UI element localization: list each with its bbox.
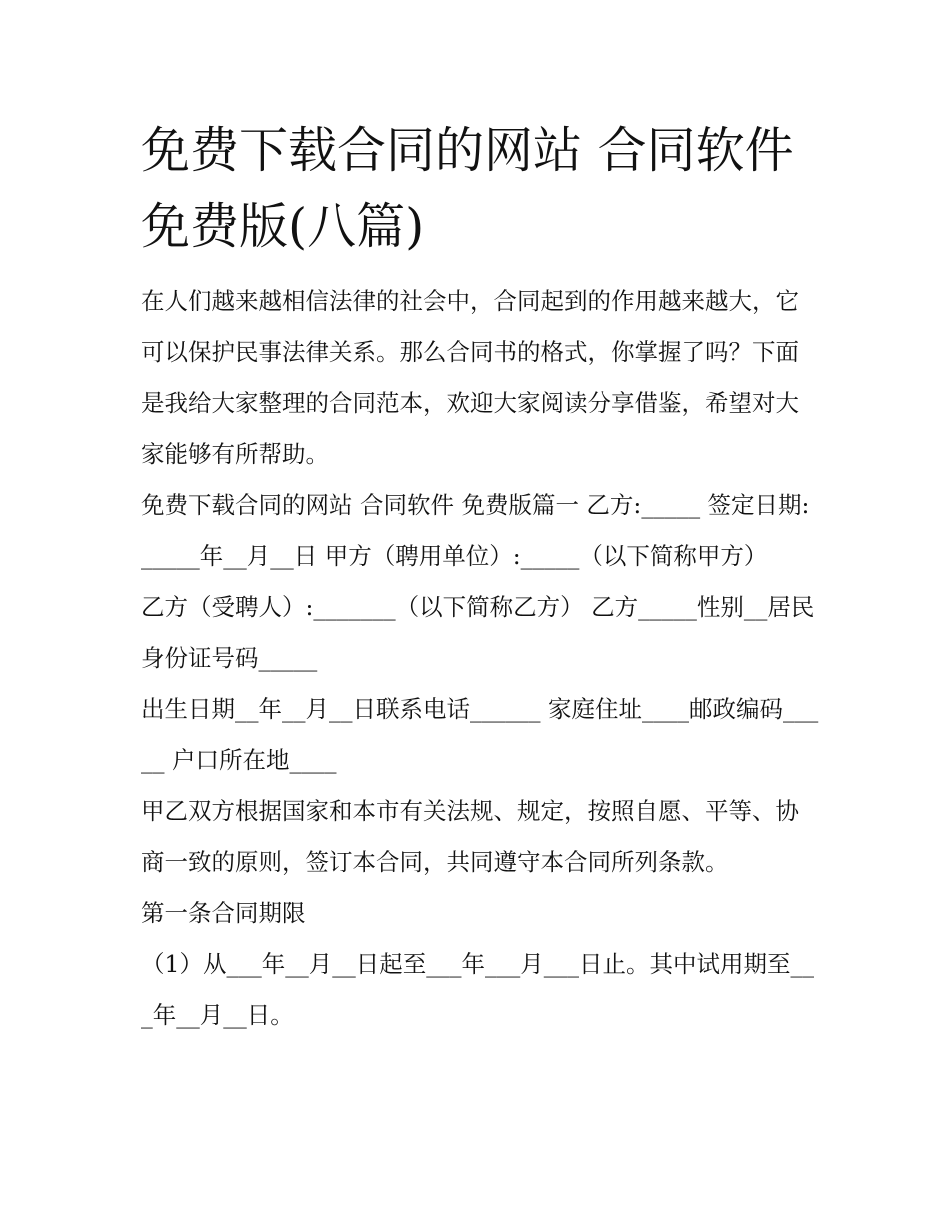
paragraph-contract-header: 免费下载合同的网站 合同软件 免费版篇一 乙方:_____ 签定日期:_____年__月__日 甲方（聘用单位）:_____（以下简称甲方） bbox=[141, 491, 810, 570]
paragraph-party-b-info: 乙方（受聘人）:_______（以下简称乙方） 乙方_____性别__居民身份证号码_____ bbox=[141, 593, 815, 672]
document-body bbox=[141, 276, 821, 1041]
paragraph-article-one-heading: 第一条合同期限 bbox=[141, 899, 306, 927]
paragraph-birth-contact: 出生日期__年__月__日联系电话______ 家庭住址____邮政编码_____ 户口所在地____ bbox=[141, 695, 819, 774]
paragraph-agreement-principle: 甲乙双方根据国家和本市有关法规、规定，按照自愿、平等、协商一致的原则，签订本合同，共同遵守本合同所列条款。 bbox=[141, 797, 799, 876]
document-title: 免费下载合同的网站 合同软件免费版(八篇) bbox=[141, 122, 794, 255]
paragraph-term-clause: （1）从___年__月__日起至___年___月___日止。其中试用期至___年__月__日。 bbox=[141, 950, 814, 1029]
paragraph-intro: 在人们越来越相信法律的社会中，合同起到的作用越来越大，它可以保护民事法律关系。那么合同书的格式，你掌握了吗？下面是我给大家整理的合同范本，欢迎大家阅读分享借鉴，希望对大家能够有所帮助。 bbox=[141, 287, 799, 468]
